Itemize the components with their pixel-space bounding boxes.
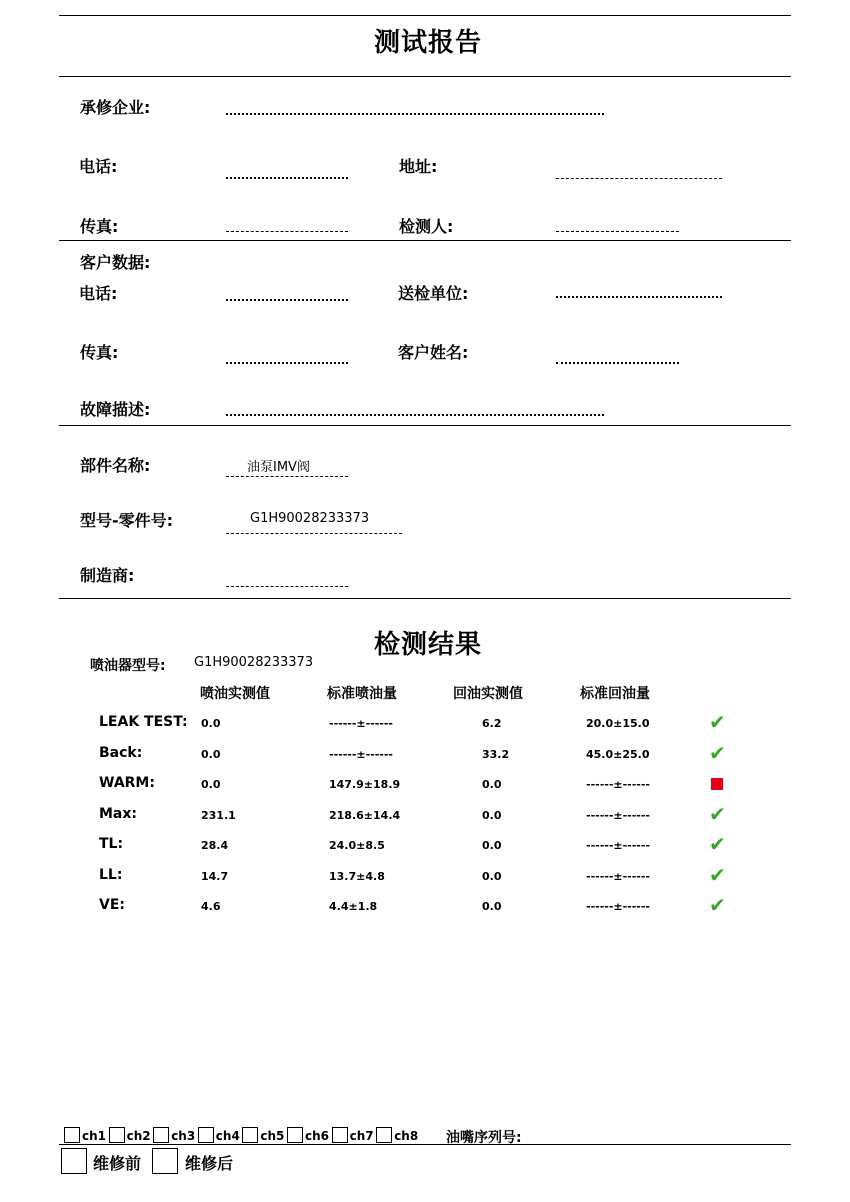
fail-square-icon: [711, 778, 723, 790]
customer-fax-label: 传真:: [80, 343, 119, 362]
customer-name-field[interactable]: [556, 362, 679, 364]
address-label: 地址:: [399, 157, 438, 176]
header-injection-standard: 标准喷油量: [327, 686, 397, 702]
top-rule: [59, 15, 791, 16]
row-return-standard: ------±------: [586, 900, 651, 913]
sender-unit-field[interactable]: [556, 296, 722, 298]
inspector-field[interactable]: [556, 231, 679, 232]
row-name: LEAK TEST:: [99, 714, 188, 730]
row-injection-measured: 4.6: [201, 900, 221, 913]
repair-company-field[interactable]: [226, 113, 604, 115]
customer-phone-field[interactable]: [226, 299, 348, 301]
fault-label: 故障描述:: [80, 400, 151, 419]
row-injection-standard: ------±------: [329, 747, 394, 761]
pass-check-icon: ✔: [709, 801, 726, 826]
row-injection-measured: 14.7: [201, 869, 229, 883]
row-return-measured: 6.2: [482, 717, 502, 730]
footer-rule: [59, 1144, 791, 1145]
part-model-field[interactable]: [226, 533, 402, 534]
row-injection-standard: 4.4±1.8: [329, 900, 378, 913]
row-injection-standard: 218.6±14.4: [329, 808, 401, 822]
row-return-standard: 20.0±15.0: [586, 717, 650, 730]
row-return-measured: 0.0: [482, 778, 502, 791]
channel-label-ch7: ch7: [349, 1129, 374, 1143]
part-rule: [59, 598, 791, 599]
row-injection-measured: 0.0: [201, 747, 221, 761]
row-name: WARM:: [99, 775, 155, 791]
row-return-measured: 0.0: [482, 900, 502, 913]
row-return-standard: ------±------: [586, 808, 651, 822]
channel-label-ch4: ch4: [215, 1129, 240, 1143]
customer-name-label: 客户姓名:: [398, 343, 469, 362]
row-return-measured: 0.0: [482, 839, 502, 852]
report-title: 测试报告: [374, 28, 483, 58]
row-return-measured: 0.0: [482, 808, 502, 822]
header-injection-measured: 喷油实测值: [200, 686, 270, 702]
fault-field[interactable]: [226, 414, 604, 416]
row-injection-standard: 147.9±18.9: [329, 778, 401, 791]
channel-checkbox-ch1[interactable]: [64, 1127, 80, 1143]
repair-company-label: 承修企业:: [80, 98, 151, 117]
pass-check-icon: ✔: [709, 893, 726, 917]
channel-checkbox-ch2[interactable]: [109, 1127, 125, 1143]
header-return-standard: 标准回油量: [580, 686, 650, 702]
customer-rule: [59, 425, 791, 426]
company-fax-label: 传真:: [80, 217, 119, 236]
pass-check-icon: ✔: [709, 740, 726, 765]
manufacturer-label: 制造商:: [80, 566, 135, 585]
part-name-label: 部件名称:: [80, 456, 151, 475]
customer-section-label: 客户数据:: [80, 253, 151, 272]
channel-checkbox-ch4[interactable]: [198, 1127, 214, 1143]
title-rule: [59, 76, 791, 77]
after-repair-label: 维修后: [185, 1154, 234, 1173]
channel-label-ch8: ch8: [394, 1129, 419, 1143]
channel-label-ch5: ch5: [260, 1129, 285, 1143]
after-repair-checkbox[interactable]: [152, 1148, 178, 1174]
row-injection-measured: 0.0: [201, 717, 221, 730]
row-return-standard: 45.0±25.0: [586, 747, 650, 761]
channel-checkbox-ch3[interactable]: [153, 1127, 169, 1143]
inspector-label: 检测人:: [399, 217, 454, 236]
manufacturer-field[interactable]: [226, 586, 348, 587]
part-model-label: 型号-零件号:: [80, 511, 174, 530]
company-phone-field[interactable]: [226, 177, 348, 179]
part-name-field[interactable]: [226, 476, 348, 477]
row-return-measured: 0.0: [482, 869, 502, 883]
injector-model-value: G1H90028233373: [194, 655, 314, 670]
row-name: LL:: [99, 866, 123, 883]
company-rule: [59, 240, 791, 241]
channel-checkbox-ch8[interactable]: [376, 1127, 392, 1143]
row-injection-standard: ------±------: [329, 717, 394, 730]
row-name: TL:: [99, 836, 124, 852]
row-injection-standard: 13.7±4.8: [329, 869, 385, 883]
pass-check-icon: ✔: [709, 710, 726, 734]
part-model-value: G1H90028233373: [250, 511, 370, 526]
row-return-standard: ------±------: [586, 839, 651, 852]
channel-label-ch2: ch2: [126, 1129, 151, 1143]
header-return-measured: 回油实测值: [453, 686, 523, 702]
row-injection-measured: 0.0: [201, 778, 221, 791]
results-title: 检测结果: [374, 630, 483, 660]
company-fax-field[interactable]: [226, 231, 348, 232]
channel-label-ch1: ch1: [82, 1129, 107, 1143]
sender-unit-label: 送检单位:: [398, 284, 469, 303]
row-injection-measured: 28.4: [201, 839, 229, 852]
before-repair-checkbox[interactable]: [61, 1148, 87, 1174]
pass-check-icon: ✔: [709, 832, 726, 856]
serial-number-label: 油嘴序列号:: [446, 1130, 522, 1146]
channel-label-ch6: ch6: [305, 1129, 330, 1143]
customer-phone-label: 电话:: [79, 284, 118, 303]
row-name: Max:: [99, 805, 138, 822]
pass-check-icon: ✔: [709, 862, 726, 887]
row-return-measured: 33.2: [482, 747, 510, 761]
channel-checkbox-ch5[interactable]: [242, 1127, 258, 1143]
row-name: VE:: [99, 897, 125, 913]
row-injection-measured: 231.1: [201, 808, 236, 822]
row-name: Back:: [99, 744, 143, 761]
injector-model-label: 喷油器型号:: [90, 658, 166, 674]
customer-fax-field[interactable]: [226, 362, 348, 364]
channel-checkbox-ch7[interactable]: [332, 1127, 348, 1143]
row-return-standard: ------±------: [586, 778, 651, 791]
channel-checkbox-ch6[interactable]: [287, 1127, 303, 1143]
part-name-value: 油泵IMV阀: [247, 460, 310, 475]
address-field[interactable]: [556, 178, 722, 179]
row-return-standard: ------±------: [586, 869, 651, 883]
row-injection-standard: 24.0±8.5: [329, 839, 385, 852]
company-phone-label: 电话:: [79, 157, 118, 176]
before-repair-label: 维修前: [93, 1154, 142, 1173]
channel-label-ch3: ch3: [171, 1129, 196, 1143]
